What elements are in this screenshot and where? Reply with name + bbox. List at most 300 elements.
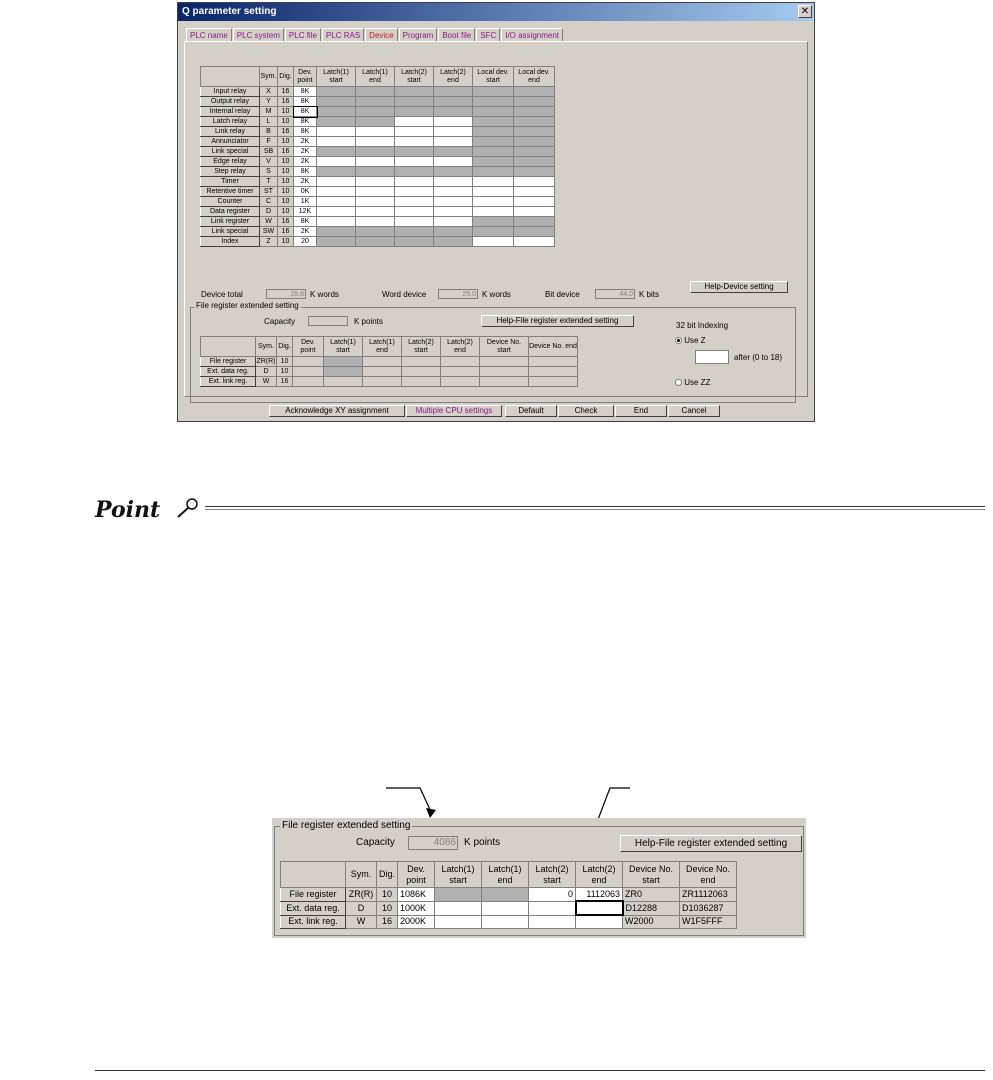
cell[interactable] [317,87,356,97]
row-sym: ZR(R) [256,357,276,365]
col-latch2-start: Latch(2) start [529,862,576,888]
row-point[interactable]: 2K [294,227,317,237]
cell[interactable] [363,357,402,367]
cell[interactable] [514,197,555,207]
acknowledge-xy-button[interactable]: Acknowledge XY assignment [269,405,405,417]
cell[interactable] [317,207,356,217]
col-latch1-start: Latch(1) start [317,67,356,87]
row-point[interactable]: 20 [294,237,317,247]
cell[interactable] [317,167,356,177]
cell[interactable] [434,177,473,187]
cell[interactable] [473,87,514,97]
col-dev-point: Dev. point [398,862,435,888]
example-capacity-unit: K points [464,837,501,848]
tab-sfc[interactable]: SFC [476,28,500,42]
cell[interactable] [395,197,434,207]
cell[interactable] [514,157,555,167]
col-device-no-end: Device No. end [529,337,578,357]
row-point[interactable]: 8K [294,127,317,137]
cell[interactable] [441,367,480,377]
cell[interactable] [514,207,555,217]
cell[interactable] [356,87,395,97]
multiple-cpu-button[interactable]: Multiple CPU settings [406,405,502,417]
row-dig: 10 [278,117,294,127]
help-device-setting-button[interactable]: Help-Device setting [690,281,788,293]
col-sym: Sym. [346,862,377,888]
table-row [201,377,578,387]
row-l1e[interactable] [482,888,529,902]
cell[interactable] [434,117,473,127]
cell[interactable] [317,237,356,247]
row-point[interactable]: 8K [294,107,317,117]
use-zz-option[interactable] [675,378,710,387]
col-latch1-start: Latch(1) start [435,862,482,888]
cell[interactable] [356,217,395,227]
row-dig: 10 [277,357,293,367]
file-register-example [272,818,806,938]
cancel-button[interactable]: Cancel [668,405,720,417]
cell[interactable] [356,137,395,147]
row-point[interactable]: 1000K [398,901,435,915]
tab-boot-file[interactable]: Boot file [438,28,475,42]
row-l1s[interactable] [435,915,482,929]
cell[interactable] [356,157,395,167]
cell[interactable] [434,207,473,217]
cell[interactable] [356,147,395,157]
cell[interactable] [317,197,356,207]
col-latch2-end: Latch(2) end [434,67,473,87]
row-l1s[interactable] [435,901,482,915]
example-capacity-field: 4086 [408,836,458,850]
indexing-label: 32 bit Indexing [676,321,729,330]
row-l1s[interactable] [435,888,482,902]
point-rule-bottom [95,1070,985,1071]
row-sym: D [260,207,278,217]
cell[interactable] [356,177,395,187]
row-sym: W [256,377,277,387]
cell[interactable] [441,377,480,387]
col-device-no-end: Device No. end [680,862,737,888]
row-sym: SW [260,227,278,237]
row-l1e[interactable] [482,915,529,929]
col-latch2-start: Latch(2) start [395,67,434,87]
table-row [201,217,555,227]
file-register-group-label: File register extended setting [196,301,299,310]
cell[interactable] [395,137,434,147]
cell[interactable] [317,127,356,137]
tab-plc-system[interactable]: PLC system [233,28,284,42]
col-sym: Sym. [260,67,278,87]
cell[interactable] [514,87,555,97]
cell[interactable] [473,117,514,127]
cell[interactable] [395,237,434,247]
col-device-no-start: Device No. start [623,862,680,888]
row-l2s[interactable] [529,915,576,929]
help-file-register-button[interactable]: Help-File register extended setting [481,315,634,327]
table-row [201,157,555,167]
example-help-button[interactable]: Help-File register extended setting [620,835,802,852]
table-row [201,137,555,147]
cell[interactable] [473,217,514,227]
col-dev-point: Dev. point [293,337,324,357]
cell[interactable] [434,237,473,247]
row-l2e[interactable] [576,901,623,915]
row-point[interactable]: 12K [294,207,317,217]
row-dns: ZR0 [623,888,680,902]
cell[interactable] [514,187,555,197]
cell [480,367,529,377]
cell[interactable] [514,227,555,237]
col-dig: Dig. [277,337,293,357]
use-z-label: Use Z [684,336,706,345]
cell[interactable] [293,357,324,367]
cell[interactable] [356,227,395,237]
point-logo [95,497,160,523]
cell[interactable] [317,137,356,147]
cell[interactable] [395,147,434,157]
table-row [201,147,555,157]
cell[interactable] [324,357,363,367]
tab-io-assignment[interactable]: I/O assignment [501,28,563,42]
table-row [201,187,555,197]
row-name: Index [201,237,260,247]
cell[interactable] [434,97,473,107]
table-row [201,237,555,247]
bit-device-unit: K bits [639,290,660,299]
row-sym: T [260,177,278,187]
cell[interactable] [317,97,356,107]
cell[interactable] [514,177,555,187]
cell[interactable] [434,157,473,167]
col-local-start: Local dev. start [473,67,514,87]
device-table [200,66,555,247]
table-row [281,901,737,915]
row-sym: M [260,107,278,117]
point-rule [205,509,985,510]
cell[interactable] [441,357,480,367]
cell[interactable] [317,157,356,167]
col-latch2-end: Latch(2) end [576,862,623,888]
row-name: Latch relay [201,117,260,127]
col-latch1-start: Latch(1) start [324,337,363,357]
cell [529,357,578,367]
row-name: Link relay [201,127,260,137]
col-latch1-end: Latch(1) end [363,337,402,357]
cell[interactable] [473,227,514,237]
row-l2e[interactable] [576,915,623,929]
row-dne: W1F5FFF [680,915,737,929]
row-sym: F [260,137,278,147]
col-dig: Dig. [278,67,294,87]
row-dig: 16 [278,87,294,97]
cell[interactable] [473,127,514,137]
table-row [201,97,555,107]
row-point[interactable]: 0K [294,187,317,197]
after-label: after (0 to 18) [734,353,783,362]
col-latch2-end: Latch(2) end [441,337,480,357]
cell[interactable] [473,147,514,157]
capacity-label: Capacity [264,317,296,326]
cell[interactable] [402,367,441,377]
row-dns: W2000 [623,915,680,929]
cell [529,367,578,377]
magnifier-icon [172,497,202,519]
row-point[interactable]: 8K [294,87,317,97]
row-point[interactable]: 8K [294,217,317,227]
row-dig: 10 [278,197,294,207]
cell[interactable] [434,87,473,97]
row-dig: 10 [278,187,294,197]
row-dig: 16 [377,915,398,929]
row-name: Step relay [201,167,260,177]
row-l2s[interactable] [529,901,576,915]
row-sym: SB [260,147,278,157]
cell[interactable] [473,207,514,217]
row-name: Data register [201,207,260,217]
word-device-unit: K words [482,290,511,299]
table-row [201,197,555,207]
table-row [201,117,555,127]
cell[interactable] [434,167,473,177]
device-total-field: 28.8 [266,289,306,299]
row-sym: W [260,217,278,227]
corner-cell [281,862,346,888]
cell[interactable] [356,127,395,137]
cell[interactable] [293,377,324,387]
row-point[interactable]: 1086K [398,888,435,902]
default-button[interactable]: Default [505,405,557,417]
row-dig: 10 [278,237,294,247]
cell[interactable] [434,137,473,147]
cell[interactable] [434,197,473,207]
row-dig: 16 [278,97,294,107]
cell[interactable] [473,177,514,187]
cell[interactable] [434,107,473,117]
table-row [281,915,737,929]
row-point[interactable]: 2K [294,137,317,147]
row-sym: ZR(R) [346,888,377,902]
corner-cell [201,67,260,87]
close-button[interactable]: ✕ [798,5,812,18]
row-point[interactable]: 2K [294,147,317,157]
tab-device[interactable]: Device [365,28,397,42]
row-point[interactable]: 2000K [398,915,435,929]
cell[interactable] [473,167,514,177]
capacity-field [308,316,348,326]
row-dig: 16 [278,227,294,237]
use-z-option[interactable] [675,336,706,345]
radio-icon[interactable] [675,379,682,386]
table-row [201,177,555,187]
cell[interactable] [514,237,555,247]
cell[interactable] [473,237,514,247]
example-table [280,861,737,929]
cell[interactable] [363,367,402,377]
cell[interactable] [395,207,434,217]
cell[interactable] [317,107,356,117]
cell[interactable] [395,217,434,227]
table-row [201,87,555,97]
row-name: Ext. data reg. [201,367,256,377]
row-dig: 16 [278,127,294,137]
row-name: Ext. link reg. [281,915,346,929]
row-dne: D1036287 [680,901,737,915]
row-dig: 16 [278,147,294,157]
col-latch1-end: Latch(1) end [356,67,395,87]
row-name: Link register [201,217,260,227]
corner-cell [201,337,256,357]
cell[interactable] [356,197,395,207]
cell[interactable] [434,147,473,157]
cell[interactable] [434,217,473,227]
cell[interactable] [473,157,514,167]
table-row [201,127,555,137]
cell[interactable] [473,137,514,147]
cell[interactable] [514,127,555,137]
row-name: Link special [201,147,260,157]
cell[interactable] [514,147,555,157]
cell[interactable] [356,187,395,197]
cell[interactable] [514,137,555,147]
col-latch2-start: Latch(2) start [402,337,441,357]
point-logo-text: Point [95,497,161,523]
radio-selected-icon[interactable] [675,337,682,344]
row-sym: L [260,117,278,127]
table-row [201,207,555,217]
tab-program[interactable]: Program [399,28,438,42]
col-dig: Dig. [377,862,398,888]
cell[interactable] [317,217,356,227]
row-l1e[interactable] [482,901,529,915]
col-sym: Sym. [256,337,277,357]
cell[interactable] [402,357,441,367]
cell[interactable] [434,227,473,237]
cell[interactable] [395,157,434,167]
cell[interactable] [473,197,514,207]
cell[interactable] [395,227,434,237]
cell[interactable] [317,117,356,127]
cell[interactable] [473,97,514,107]
cell[interactable] [356,117,395,127]
cell[interactable] [395,97,434,107]
cell[interactable] [395,167,434,177]
cell[interactable] [395,107,434,117]
bit-device-label: Bit device [545,290,580,299]
use-zz-label: Use ZZ [684,378,711,387]
row-name: File register [201,357,256,367]
row-name: Annunciator [201,137,260,147]
cell[interactable] [514,117,555,127]
cell[interactable] [363,377,402,387]
row-sym: S [260,167,278,177]
cell[interactable] [473,187,514,197]
cell[interactable] [395,127,434,137]
tab-plc-ras[interactable]: PLC RAS [322,28,364,42]
tab-plc-name[interactable]: PLC name [186,28,232,42]
row-name: Output relay [201,97,260,107]
q-parameter-setting-dialog [177,2,815,422]
cell[interactable] [317,187,356,197]
row-l2s[interactable]: 0 [529,888,576,902]
tab-plc-file[interactable]: PLC file [285,28,321,42]
cell[interactable] [356,237,395,247]
cell[interactable] [402,377,441,387]
cell[interactable] [514,107,555,117]
cell [480,357,529,367]
cell[interactable] [324,377,363,387]
index-after-input[interactable] [695,350,729,364]
row-point[interactable]: 1K [294,197,317,207]
file-register-table [200,336,578,387]
table-row [201,107,555,117]
cell[interactable] [317,147,356,157]
cell[interactable] [473,107,514,117]
cell[interactable] [356,167,395,177]
cell[interactable] [317,227,356,237]
row-point[interactable]: 8K [294,97,317,107]
row-dig: 16 [278,217,294,227]
arrow-head-icon [426,808,436,818]
cell[interactable] [434,187,473,197]
row-dig: 10 [377,901,398,915]
cell[interactable] [514,217,555,227]
cell[interactable] [395,177,434,187]
table-row [201,367,578,377]
row-point[interactable]: 8K [294,167,317,177]
row-l2e[interactable]: 1112063 [576,888,623,902]
end-button[interactable]: End [615,405,667,417]
table-row [201,357,578,367]
row-name: Counter [201,197,260,207]
tab-bar [186,28,564,42]
word-device-field: 25.0 [438,289,478,299]
table-row [201,227,555,237]
cell[interactable] [395,187,434,197]
cell[interactable] [356,97,395,107]
row-name: Input relay [201,87,260,97]
cell[interactable] [395,87,434,97]
row-point[interactable]: 2K [294,157,317,167]
table-row [201,167,555,177]
row-name: Edge relay [201,157,260,167]
cell[interactable] [293,367,324,377]
row-sym: V [260,157,278,167]
row-sym: ST [260,187,278,197]
row-point[interactable]: 8K [294,117,317,127]
row-point[interactable]: 2K [294,177,317,187]
cell[interactable] [356,207,395,217]
row-dig: 10 [278,137,294,147]
row-dig: 10 [277,367,293,377]
row-sym: Y [260,97,278,107]
cell[interactable] [514,167,555,177]
col-local-end: Local dev. end [514,67,555,87]
cell[interactable] [395,117,434,127]
row-dig: 10 [278,167,294,177]
check-button[interactable]: Check [558,405,614,417]
cell[interactable] [434,127,473,137]
cell[interactable] [324,367,363,377]
device-total-label: Device total [201,290,243,299]
table-row [281,888,737,902]
cell[interactable] [317,177,356,187]
row-name: Link special [201,227,260,237]
cell[interactable] [514,97,555,107]
row-dne: ZR1112063 [680,888,737,902]
cell[interactable] [356,107,395,117]
col-dev-point: Dev. point [294,67,317,87]
row-dig: 16 [277,377,293,387]
